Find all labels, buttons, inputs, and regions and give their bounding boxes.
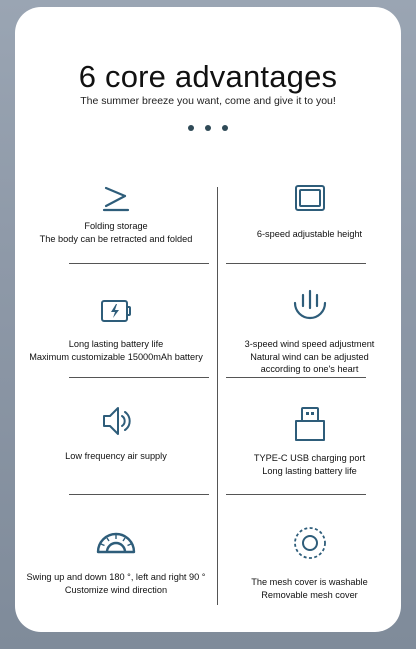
feature-air-supply-line-1: Low frequency air supply (65, 451, 167, 461)
grid-divider-right-2 (226, 377, 366, 378)
feature-mesh-cover-line-2: Removable mesh cover (261, 589, 358, 600)
feature-swing-line-2: Customize wind direction (64, 584, 168, 595)
feature-height (218, 184, 401, 241)
pagination-dots (15, 125, 401, 131)
feature-battery-line-1: Long lasting battery life (68, 339, 164, 349)
feature-height-line-1: 6-speed adjustable height (256, 229, 363, 239)
mesh-cover-icon (290, 525, 330, 561)
protractor-icon (94, 528, 138, 554)
feature-usb-line-2: Long lasting battery life (262, 465, 357, 476)
speaker-icon (96, 404, 136, 438)
feature-air-supply (15, 404, 217, 463)
feature-wind-speed-line-3: according to one's heart (260, 364, 359, 374)
grid-divider-left-2 (69, 377, 209, 378)
feature-mesh-cover-line-1: The mesh cover is washable (251, 577, 368, 587)
feature-battery (15, 297, 217, 363)
feature-usb-line-1: TYPE-C USB charging port (253, 453, 366, 463)
feature-card (15, 7, 401, 632)
feature-swing (15, 528, 217, 596)
folding-icon (96, 184, 136, 214)
grid-divider-right-3 (226, 494, 366, 495)
grid-divider-left-1 (69, 263, 209, 264)
phone-icon (290, 184, 330, 214)
feature-wind-speed (218, 289, 401, 376)
grid-divider-right-1 (226, 263, 366, 264)
usb-icon (290, 406, 330, 442)
feature-folding-line-2: The body can be retracted and folded (39, 233, 193, 244)
dot-1 (188, 125, 194, 131)
grid-divider-left-3 (69, 494, 209, 495)
page-subtitle: The summer breeze you want, come and give it to you! (80, 95, 336, 107)
feature-folding (15, 184, 217, 245)
feature-swing-line-1: Swing up and down 180 °, left and right 90 ° (26, 572, 206, 582)
feature-wind-speed-line-2: Natural wind can be adjusted (250, 351, 369, 362)
feature-usb (218, 406, 401, 477)
feature-folding-line-1: Folding storage (84, 221, 148, 231)
battery-icon (96, 297, 136, 327)
feature-wind-speed-line-1: 3-speed wind speed adjustment (244, 339, 375, 349)
dot-2 (205, 125, 211, 131)
wind-speed-icon (290, 289, 330, 321)
feature-mesh-cover (218, 525, 401, 601)
dot-3 (222, 125, 228, 131)
page-title: 6 core advantages (78, 59, 338, 94)
feature-battery-line-2: Maximum customizable 15000mAh battery (29, 351, 203, 362)
